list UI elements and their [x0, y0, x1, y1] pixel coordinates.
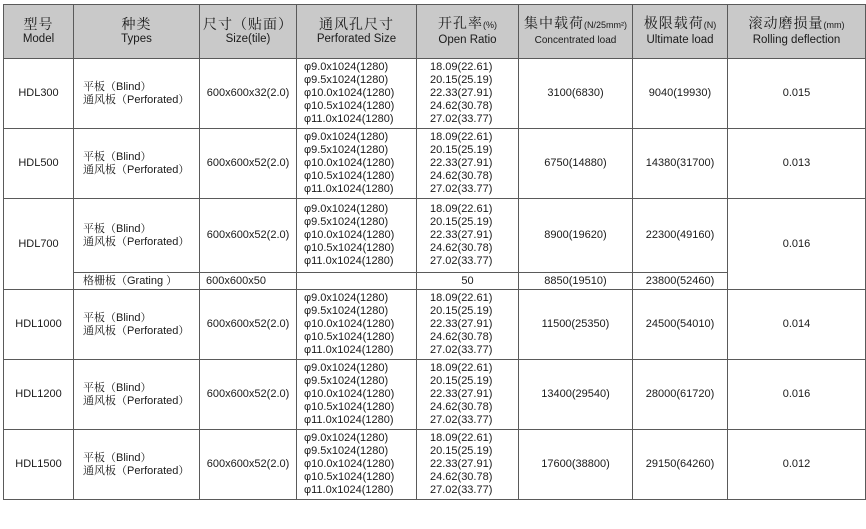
header-open-ratio — [417, 5, 519, 59]
open-ratio: 27.02(33.77) — [430, 344, 493, 356]
ratio-cell — [417, 199, 519, 273]
ratio-cell — [417, 360, 519, 430]
header-concentrated-cn — [519, 16, 632, 33]
perforated-size: φ10.5x1024(1280) — [304, 401, 395, 413]
perforated-size: φ10.0x1024(1280) — [304, 458, 395, 470]
open-ratio: 22.33(27.91) — [430, 229, 493, 241]
type-blind: 平板（Blind） — [83, 451, 152, 464]
open-ratio: 20.15(25.19) — [430, 445, 493, 457]
concentrated-load-cell: 11500(25350) — [519, 290, 633, 360]
size-cell: 600x600x52(2.0) — [200, 430, 297, 500]
header-size-cn: 尺寸（贴面） — [203, 15, 293, 32]
type-perforated: 通风板（Perforated） — [83, 464, 190, 477]
size-cell: 600x600x52(2.0) — [200, 360, 297, 430]
type-perforated: 通风板（Perforated） — [83, 324, 190, 337]
rolling-deflection-cell: 0.013 — [728, 129, 866, 199]
grating-ratio-cell: 50 — [417, 273, 519, 290]
perforated-size: φ10.0x1024(1280) — [304, 388, 395, 400]
header-ultimate-unit: (N) — [703, 19, 717, 30]
perforated-cell — [297, 199, 417, 273]
open-ratio: 20.15(25.19) — [430, 144, 493, 156]
ultimate-load-cell: 22300(49160) — [633, 199, 728, 273]
header-perforated-cn: 通风孔尺寸 — [319, 15, 394, 32]
header-concentrated-en: Concentrated load — [534, 34, 617, 46]
header-open-ratio-unit: (%) — [483, 19, 497, 30]
size-cell: 600x600x32(2.0) — [200, 59, 297, 129]
model-cell: HDL700 — [4, 199, 74, 290]
table-row — [4, 199, 866, 273]
rolling-deflection-cell: 0.016 — [728, 360, 866, 430]
open-ratio: 24.62(30.78) — [430, 401, 493, 413]
model-cell: HDL1000 — [4, 290, 74, 360]
concentrated-load-cell: 3100(6830) — [519, 59, 633, 129]
open-ratio: 22.33(27.91) — [430, 87, 493, 99]
header-size — [200, 5, 297, 59]
perforated-cell — [297, 430, 417, 500]
open-ratio: 27.02(33.77) — [430, 414, 493, 426]
perforated-size: φ10.0x1024(1280) — [304, 318, 395, 330]
perforated-size: φ11.0x1024(1280) — [304, 344, 394, 356]
type-blind: 平板（Blind） — [83, 150, 152, 163]
perforated-size: φ11.0x1024(1280) — [304, 255, 394, 267]
perforated-size: φ11.0x1024(1280) — [304, 183, 394, 195]
open-ratio: 18.09(22.61) — [430, 432, 493, 444]
perforated-cell — [297, 129, 417, 199]
ratio-cell — [417, 129, 519, 199]
types-cell — [74, 59, 200, 129]
open-ratio: 18.09(22.61) — [430, 61, 493, 73]
perforated-size: φ9.5x1024(1280) — [304, 216, 389, 228]
size-cell: 600x600x52(2.0) — [200, 199, 297, 273]
header-model — [4, 5, 74, 59]
header-open-ratio-cn-text: 开孔率 — [438, 14, 483, 31]
type-perforated: 通风板（Perforated） — [83, 163, 190, 176]
perforated-size: φ10.0x1024(1280) — [304, 157, 395, 169]
model-cell: HDL1500 — [4, 430, 74, 500]
open-ratio: 27.02(33.77) — [430, 484, 493, 496]
type-blind: 平板（Blind） — [83, 80, 152, 93]
header-model-cn: 型号 — [23, 15, 54, 32]
rolling-deflection-cell: 0.014 — [728, 290, 866, 360]
open-ratio: 20.15(25.19) — [430, 305, 493, 317]
ultimate-load-cell: 29150(64260) — [633, 430, 728, 500]
types-cell — [74, 129, 200, 199]
perforated-size: φ10.5x1024(1280) — [304, 100, 395, 112]
types-cell — [74, 199, 200, 273]
size-cell: 600x600x52(2.0) — [200, 129, 297, 199]
ultimate-load-cell: 28000(61720) — [633, 360, 728, 430]
header-concentrated — [519, 5, 633, 59]
perforated-size: φ9.5x1024(1280) — [304, 74, 389, 86]
header-concentrated-cn-text: 集中载荷 — [524, 14, 584, 31]
model-cell: HDL300 — [4, 59, 74, 129]
grating-concentrated-load-cell: 8850(19510) — [519, 273, 633, 290]
perforated-size: φ11.0x1024(1280) — [304, 113, 394, 125]
header-ultimate-en: Ultimate load — [646, 33, 714, 46]
concentrated-load-cell: 8900(19620) — [519, 199, 633, 273]
perforated-cell — [297, 290, 417, 360]
model-cell: HDL1200 — [4, 360, 74, 430]
open-ratio: 24.62(30.78) — [430, 471, 493, 483]
perforated-size: φ9.5x1024(1280) — [304, 445, 389, 457]
types-cell — [74, 290, 200, 360]
header-rolling-cn — [728, 16, 865, 33]
perforated-size: φ11.0x1024(1280) — [304, 414, 394, 426]
header-types-cn: 种类 — [121, 15, 152, 32]
perforated-size: φ9.0x1024(1280) — [304, 362, 389, 374]
header-ultimate — [633, 5, 728, 59]
header-size-en: Size(tile) — [225, 32, 271, 45]
type-blind: 平板（Blind） — [83, 311, 152, 324]
perforated-size: φ10.5x1024(1280) — [304, 170, 395, 182]
perforated-cell — [297, 59, 417, 129]
open-ratio: 24.62(30.78) — [430, 100, 493, 112]
header-row — [4, 5, 866, 59]
open-ratio: 24.62(30.78) — [430, 242, 493, 254]
rolling-deflection-cell: 0.015 — [728, 59, 866, 129]
perforated-size: φ9.0x1024(1280) — [304, 432, 389, 444]
open-ratio: 27.02(33.77) — [430, 183, 493, 195]
perforated-size: φ10.5x1024(1280) — [304, 471, 395, 483]
type-perforated: 通风板（Perforated） — [83, 394, 190, 407]
open-ratio: 24.62(30.78) — [430, 331, 493, 343]
perforated-size: φ9.5x1024(1280) — [304, 375, 389, 387]
header-rolling-en: Rolling deflection — [752, 33, 841, 46]
open-ratio: 22.33(27.91) — [430, 388, 493, 400]
type-perforated: 通风板（Perforated） — [83, 235, 190, 248]
ultimate-load-cell: 14380(31700) — [633, 129, 728, 199]
concentrated-load-cell: 6750(14880) — [519, 129, 633, 199]
open-ratio: 22.33(27.91) — [430, 318, 493, 330]
type-perforated: 通风板（Perforated） — [83, 93, 190, 106]
size-cell: 600x600x52(2.0) — [200, 290, 297, 360]
table-row — [4, 290, 866, 360]
concentrated-load-cell: 17600(38800) — [519, 430, 633, 500]
rolling-deflection-cell: 0.012 — [728, 430, 866, 500]
header-ultimate-cn — [633, 16, 727, 33]
spec-table — [3, 4, 866, 500]
model-cell: HDL500 — [4, 129, 74, 199]
types-cell — [74, 360, 200, 430]
header-types — [74, 5, 200, 59]
type-blind: 平板（Blind） — [83, 222, 152, 235]
open-ratio: 22.33(27.91) — [430, 458, 493, 470]
perforated-size: φ10.5x1024(1280) — [304, 242, 395, 254]
perforated-size: φ9.0x1024(1280) — [304, 61, 389, 73]
grating-perforated-cell-empty — [297, 273, 417, 290]
header-types-en: Types — [121, 32, 152, 45]
perforated-size: φ9.5x1024(1280) — [304, 144, 389, 156]
perforated-size: φ10.0x1024(1280) — [304, 87, 395, 99]
header-rolling — [728, 5, 866, 59]
perforated-size: φ9.0x1024(1280) — [304, 203, 389, 215]
perforated-size: φ9.0x1024(1280) — [304, 131, 389, 143]
header-open-ratio-cn — [417, 16, 518, 33]
open-ratio: 27.02(33.77) — [430, 113, 493, 125]
header-rolling-unit: (mm) — [823, 19, 845, 30]
open-ratio: 18.09(22.61) — [430, 292, 493, 304]
perforated-size: φ10.5x1024(1280) — [304, 331, 395, 343]
open-ratio: 18.09(22.61) — [430, 203, 493, 215]
header-perforated — [297, 5, 417, 59]
header-ultimate-cn-text: 极限载荷 — [643, 14, 704, 31]
open-ratio: 24.62(30.78) — [430, 170, 493, 182]
concentrated-load-cell: 13400(29540) — [519, 360, 633, 430]
header-open-ratio-en: Open Ratio — [438, 33, 497, 46]
ratio-cell — [417, 59, 519, 129]
header-rolling-cn-text: 滚动磨损量 — [748, 14, 824, 31]
perforated-size: φ9.5x1024(1280) — [304, 305, 389, 317]
open-ratio: 27.02(33.77) — [430, 255, 493, 267]
type-grating: 格栅板（Grating ） — [74, 273, 200, 290]
open-ratio: 18.09(22.61) — [430, 131, 493, 143]
ratio-cell — [417, 290, 519, 360]
open-ratio: 20.15(25.19) — [430, 74, 493, 86]
open-ratio: 20.15(25.19) — [430, 216, 493, 228]
types-cell — [74, 430, 200, 500]
grating-size-cell: 600x600x50 — [200, 273, 297, 290]
type-blind: 平板（Blind） — [83, 381, 152, 394]
perforated-cell — [297, 360, 417, 430]
perforated-size: φ10.0x1024(1280) — [304, 229, 395, 241]
table-row — [4, 360, 866, 430]
table-row — [4, 129, 866, 199]
grating-ultimate-load-cell: 23800(52460) — [633, 273, 728, 290]
open-ratio: 20.15(25.19) — [430, 375, 493, 387]
open-ratio: 18.09(22.61) — [430, 362, 493, 374]
header-concentrated-unit: (N/25mm²) — [584, 19, 627, 30]
table-row — [4, 59, 866, 129]
ratio-cell — [417, 430, 519, 500]
ultimate-load-cell: 24500(54010) — [633, 290, 728, 360]
table-row — [4, 430, 866, 500]
header-model-en: Model — [22, 32, 55, 45]
perforated-size: φ9.0x1024(1280) — [304, 292, 389, 304]
ultimate-load-cell: 9040(19930) — [633, 59, 728, 129]
open-ratio: 22.33(27.91) — [430, 157, 493, 169]
header-perforated-en: Perforated Size — [316, 32, 397, 45]
perforated-size: φ11.0x1024(1280) — [304, 484, 394, 496]
rolling-deflection-cell: 0.016 — [728, 199, 866, 290]
